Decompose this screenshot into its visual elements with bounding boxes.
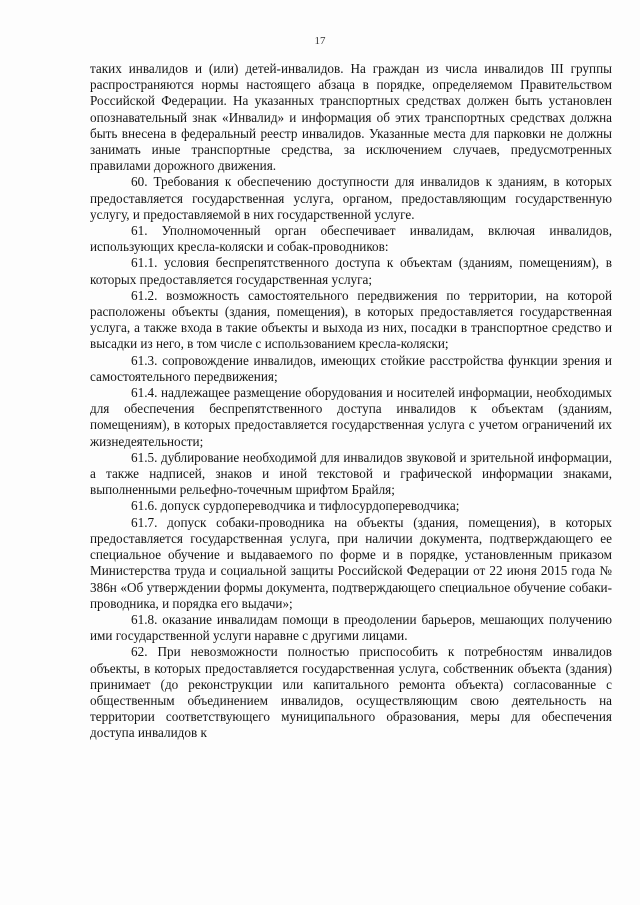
paragraph: 61.7. допуск собаки-проводника на объекты (здания, помещения), в которых предоставляется государственная услуга, при наличии документа, подтверждающего ее специальное обучение и выдаваемого по форме и в порядке, установленным приказом Министерства труда и социальной защиты Российской Федерации от 22 июня 2015 года № 386н «Об утверждении формы документа, подтверждающего специальное обучение собаки-проводника, и порядка его выдачи»;: [90, 514, 612, 611]
paragraph: 61.4. надлежащее размещение оборудования и носителей информации, необходимых для обеспечения беспрепятственного доступа инвалидов к объектам (зданиям, помещениям), в которых предоставляется государственная услуга с учетом ограничений их жизнедеятельности;: [90, 385, 612, 449]
paragraph: 61.1. условия беспрепятственного доступа к объектам (зданиям, помещениям), в которых предоставляется государственная услуга;: [90, 255, 612, 287]
paragraph: 61.3. сопровождение инвалидов, имеющих стойкие расстройства функции зрения и самостоятельного передвижения;: [90, 352, 612, 384]
paragraph: 61.2. возможность самостоятельного передвижения по территории, на которой расположены объекты (здания, помещения), в которых предоставляется государственная услуга, а также входа в такие объекты и выхода из них, посадки в транспортное средство и высадки из него, в том числе с использованием кресла-коляски;: [90, 287, 612, 352]
paragraph: 61.5. дублирование необходимой для инвалидов звуковой и зрительной информации, а также надписей, знаков и иной текстовой и графической информации знаками, выполненными рельефно-точечным шрифтом Брайля;: [90, 449, 612, 498]
paragraph: 62. При невозможности полностью приспособить к потребностям инвалидов объекты, в которых предоставляется государственная услуга, собственник объекта (здания) принимает (до реконструкции или капитального ремонта объекта) согласованные с общественным объединением инвалидов, осуществляющим свою деятельность на территории соответствующего муниципального образования, меры для обеспечения доступа инвалидов к: [90, 644, 612, 741]
paragraph: 60. Требования к обеспечению доступности для инвалидов к зданиям, в которых предоставляется государственная услуга, органом, предоставляющим государственную услугу, и предоставляемой в них государственной услуге.: [90, 174, 612, 222]
paragraph: 61.8. оказание инвалидам помощи в преодолении барьеров, мешающих получению ими государственной услуги наравне с другими лицами.: [90, 611, 612, 644]
document-body: [90, 61, 612, 742]
paragraph: 61.6. допуск сурдопереводчика и тифлосурдопереводчика;: [131, 498, 460, 514]
page-number: 17: [314, 35, 326, 47]
paragraph: 61. Уполномоченный орган обеспечивает инвалидам, включая инвалидов, использующих кресла-коляски и собак-проводников:: [90, 223, 612, 255]
paragraph: таких инвалидов и (или) детей-инвалидов. На граждан из числа инвалидов III группы распространяются нормы настоящего абзаца в порядке, определяемом Правительством Российской Федерации. На указанных транспортных средствах должен быть установлен опознавательный знак «Инвалид» и информация об этих транспортных средствах должна быть внесена в федеральный реестр инвалидов. Указанные места для парковки не должны занимать иные транспортные средства, за исключением случаев, предусмотренных правилами дорожного движения.: [90, 61, 612, 174]
